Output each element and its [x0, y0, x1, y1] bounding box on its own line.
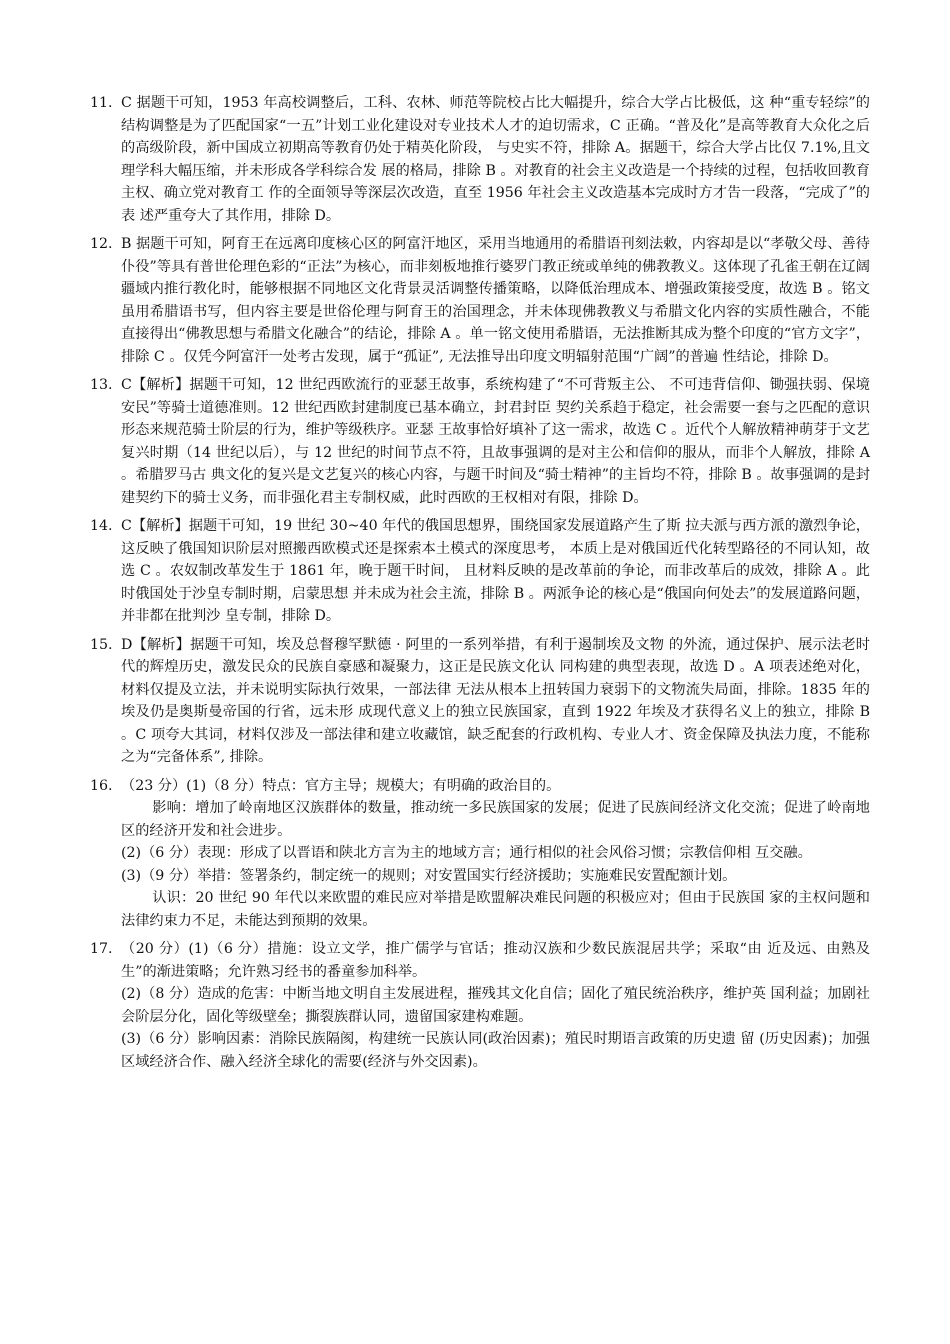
answer-item-12	[90, 233, 870, 368]
answer-item-15	[90, 634, 870, 769]
answer-part-1-impact: 影响：增加了岭南地区汉族群体的数量，推动统一多民族国家的发展；促进了民族间经济文化交流；促进了岭南地区的经济开发和社会进步。	[121, 800, 870, 839]
answer-item-16	[90, 775, 870, 933]
answer-text: C【解析】据题干可知，12 世纪西欧流行的亚瑟王故事，系统构建了“不可背叛主公、 不可违背信仰、锄强扶弱、保境安民”等骑士道德准则。12 世纪西欧封建制度已基本确立，封君封臣 契约关系趋于稳定，社会需要一套与之匹配的意识形态来规范骑士阶层的行为，维护等级秩序。亚瑟 王故事恰好填补了这一需求，故选 C 。近代个人解放精神萌芽于文艺复兴时期（14 世纪以后），与 12 世纪的时间节点不符，且故事强调的是对主公和信仰的服从，而非个人解放，排除 A 。希腊罗马古 典文化的复兴是文艺复兴的核心内容，与题干时间及“骑士精神”的主旨均不符，排除 B 。故事强调的是封建契约下的骑士义务，而非强化君主专制权威，此时西欧的王权相对有限，排除 D。	[121, 377, 870, 506]
answer-part-3-view: 认识：20 世纪 90 年代以来欧盟的难民应对举措是欧盟解决难民问题的积极应对；但由于民族国 家的主权问题和法律约束力不足，未能达到预期的效果。	[121, 890, 870, 929]
item-number: 17.	[90, 941, 113, 957]
answer-item-17	[90, 938, 870, 1073]
answer-part-3: (3)（9 分）举措：签署条约，制定统一的规则；对安置国实行经济援助；实施难民安置配额计划。	[121, 867, 737, 884]
item-number: 16.	[90, 777, 113, 794]
answer-part-1: （23 分）(1)（8 分）特点：官方主导；规模大；有明确的政治目的。	[121, 777, 561, 794]
answer-part-2: (2)（8 分）造成的危害：中断当地文明自主发展进程，摧残其文化自信；固化了殖民统治秩序，维护英 国利益；加剧社会阶层分化，固化等级壁垒；撕裂族群认同，遗留国家建构难题。	[121, 986, 870, 1025]
answer-part-3: (3)（6 分）影响因素：消除民族隔阂，构建统一民族认同(政治因素)；殖民时期语言政策的历史遗 留 (历史因素)；加强区域经济合作、融入经济全球化的需要(经济与外交因素)。	[121, 1031, 870, 1070]
item-number: 15.	[90, 636, 113, 653]
answer-part-1: （20 分）(1)（6 分）措施：设立文学，推广儒学与官话；推动汉族和少数民族混居共学；采取“由 近及远、由熟及生”的渐进策略；允许熟习经书的番童参加科举。	[121, 941, 870, 980]
answer-part-2: (2)（6 分）表现：形成了以晋语和陕北方言为主的地域方言；通行相似的社会风俗习惯；宗教信仰相 互交融。	[121, 845, 812, 861]
answer-item-13	[90, 374, 870, 509]
answer-text: D【解析】据题干可知，埃及总督穆罕默德 · 阿里的一系列举措，有利于遏制埃及文物 的外流，通过保护、展示法老时代的辉煌历史，激发民众的民族自豪感和凝聚力，这正是民族文化认 同构建的典型表现，故选 D 。A 项表述绝对化，材料仅提及立法，并未说明实际执行效果，一部法律 无法从根本上扭转国力衰弱下的文物流失局面，排除。1835 年的埃及仍是奥斯曼帝国的行省，远未形 成现代意义上的独立民族国家，直到 1922 年埃及才获得名义上的独立，排除 B 。C 项夸大其词，材料仅涉及一部法律和建立收藏馆，缺乏配套的行政机构、专业人才、资金保障及执法力度，不能称之为“完备体系”, 排除。	[121, 636, 870, 765]
answer-item-11	[90, 92, 870, 227]
answer-item-14	[90, 515, 870, 628]
item-number: 13.	[90, 377, 113, 393]
item-number: 14.	[90, 518, 113, 534]
item-number: 12.	[90, 236, 113, 252]
answer-text: B 据题干可知，阿育王在远离印度核心区的阿富汗地区，采用当地通用的希腊语刊刻法敕，内容却是以“孝敬父母、善待仆役”等具有普世伦理色彩的“正法”为核心，而非刻板地推行婆罗门教正统或单纯的佛教教义。这体现了孔雀王朝在辽阔疆域内推行教化时，能够根据不同地区文化背景灵活调整传播策略，以降低治理成本、增强政策接受度，故选 B 。铭文虽用希腊语书写，但内容主要是世俗伦理与阿育王的治国理念，并未体现佛教教义与希腊文化内容的实质性融合，不能直接得出“佛教思想与希腊文化融合”的结论，排除 A 。单一铭文使用希腊语，无法推断其成为整个印度的“官方文字”，排除 C 。仅凭今阿富汗一处考古发现，属于“孤证”, 无法推导出印度文明辐射范围“广阔”的普遍 性结论，排除 D。	[121, 236, 870, 365]
answer-text: C 据题干可知，1953 年高校调整后，工科、农林、师范等院校占比大幅提升，综合大学占比极低，这 种“重专轻综”的结构调整是为了匹配国家“一五”计划工业化建设对专业技术人才的迫切需求，C 正确。“普及化”是高等教育大众化之后的高级阶段，新中国成立初期高等教育仍处于精英化阶段， 与史实不符，排除 A。据题干，综合大学占比仅 7.1%,且文理学科大幅压缩，并未形成各学科综合发 展的格局，排除 B 。对教育的社会主义改造是一个持续的过程，包括收回教育主权、确立党对教育工 作的全面领导等深层次改造，直至 1956 年社会主义改造基本完成时方才告一段落，“完成了”的表 述严重夸大了其作用，排除 D。	[121, 95, 870, 224]
item-number: 11.	[90, 95, 113, 111]
answer-text: C【解析】据题干可知，19 世纪 30~40 年代的俄国思想界，围绕国家发展道路产生了斯 拉夫派与西方派的激烈争论，这反映了俄国知识阶层对照搬西欧模式还是探索本土模式的深度思考， 本质上是对俄国近代化转型路径的不同认知，故选 C 。农奴制改革发生于 1861 年，晚于题干时间， 且材料反映的是改革前的争论，而非改革后的成效，排除 A 。此时俄国处于沙皇专制时期，启蒙思想 并未成为社会主流，排除 B 。两派争论的核心是“俄国向何处去”的发展道路问题，并非都在批判沙 皇专制，排除 D。	[121, 518, 870, 624]
